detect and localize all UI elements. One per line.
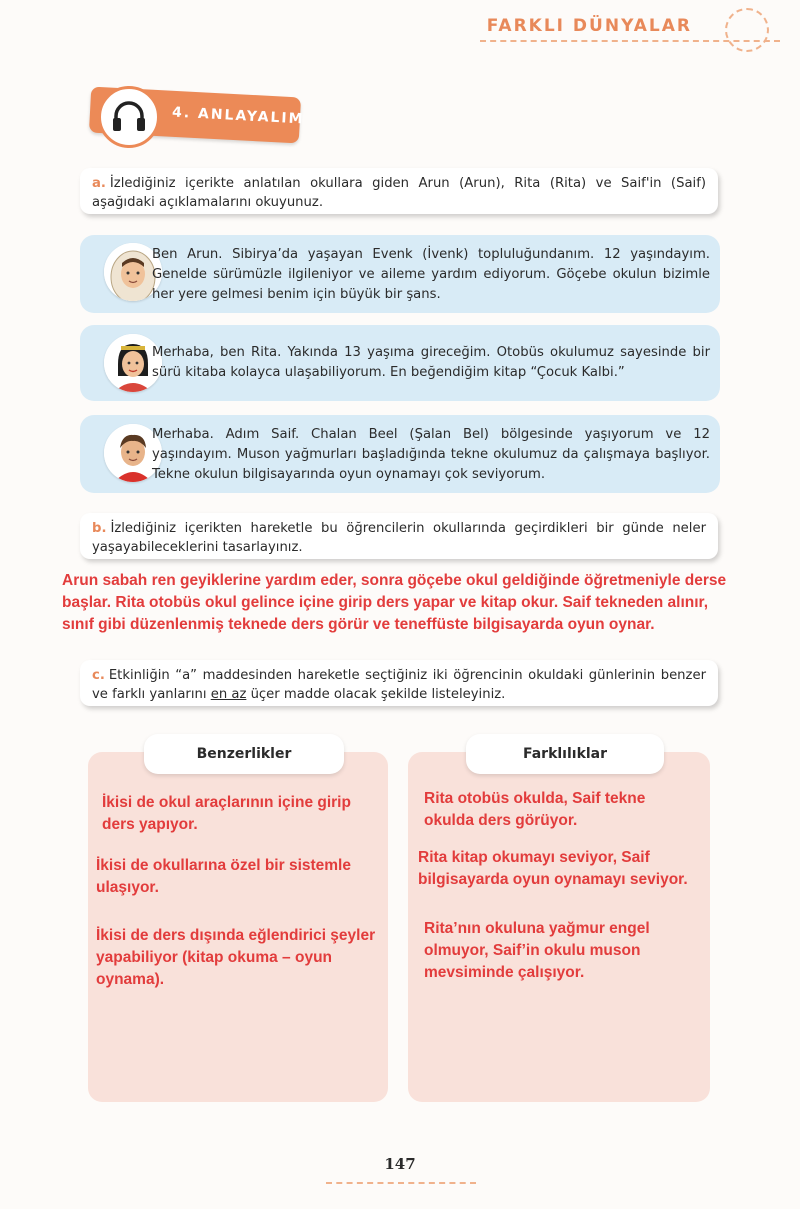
instruction-c-underlined: en az — [210, 687, 247, 702]
arun-text: Ben Arun. Sibirya’da yaşayan Evenk (İvenk) topluluğundanım. 12 yaşındayım. Genelde sürümüzle ilgileniyor ve aileme yardım ediyorum. Göçebe okulun bizimle her yere gelmesi benim için büyük bir şans. — [152, 247, 710, 302]
headphones-icon — [98, 86, 160, 148]
differences-title: Farklılıklar — [466, 734, 664, 774]
saif-text: Merhaba. Adım Saif. Chalan Beel (Şalan Bel) bölgesinde yaşıyorum ve 12 yaşındayım. Muson yağmurları başladığında tekne okulumuz da çalışmaya başlıyor. Tekne okulun bilgisayarında oyun oynamayı çok seviyorum. — [152, 427, 710, 482]
instruction-a — [80, 168, 718, 214]
similarity-item: İkisi de okullarına özel bir sistemle ulaşıyor. — [96, 857, 351, 896]
instruction-a-letter: a. — [92, 176, 106, 191]
answer-b: Arun sabah ren geyiklerine yardım eder, sonra göçebe okul geldiğinde öğretmeniyle derse başlar. Rita otobüs okul gelince içine girip ders yapar ve kitap okur. Saif tekneden alınır, sınıf gibi düzenlenmiş teknede ders görür ve teneffüste bilgisayarda oyun oynar. — [62, 572, 727, 633]
rita-text: Merhaba, ben Rita. Yakında 13 yaşıma gireceğim. Otobüs okulumuz sayesinde bir sürü kitaba kolayca ulaşabiliyorum. En beğendiğim kitap “Çocuk Kalbi.” — [152, 345, 710, 380]
student-card-rita — [80, 325, 720, 401]
chapter-title: FARKLI DÜNYALAR — [486, 16, 692, 36]
section-title: 4. ANLAYALIM — [171, 104, 305, 128]
difference-item: Rita otobüs okulda, Saif tekne okulda ders görüyor. — [424, 790, 646, 829]
instruction-b-text: İzlediğiniz içerikten hareketle bu öğrencilerin okullarında geçirdikleri bir günde neler yaşayabileceklerini tasarlayınız. — [92, 521, 706, 555]
instruction-a-text: İzlediğiniz içerikte anlatılan okullara giden Arun (Arun), Rita (Rita) ve Saif'in (Saif) aşağıdaki açıklamalarını okuyunuz. — [92, 176, 706, 210]
instruction-c-letter: c. — [92, 668, 105, 683]
instruction-c-text-before: Etkinliğin “a” maddesinden hareketle seçtiğiniz iki öğrencinin okuldaki günlerinin benzer ve farklı yanlarını — [92, 668, 706, 702]
similarity-item: İkisi de okul araçlarının içine girip ders yapıyor. — [102, 794, 351, 833]
instruction-c-text-after: üçer madde olacak şekilde listeleyiniz. — [246, 687, 506, 702]
difference-item: Rita kitap okumayı seviyor, Saif bilgisayarda oyun oynamayı seviyor. — [418, 849, 688, 888]
student-card-arun — [80, 235, 720, 313]
student-card-saif — [80, 415, 720, 493]
instruction-b-letter: b. — [92, 521, 107, 536]
similarities-title: Benzerlikler — [144, 734, 344, 774]
instruction-c — [80, 660, 718, 706]
instruction-b — [80, 513, 718, 559]
similarity-item: İkisi de ders dışında eğlendirici şeyler yapabiliyor (kitap okuma – oyun oynama). — [96, 927, 376, 988]
page-number: 147 — [384, 1155, 416, 1173]
footer-dashed-line — [326, 1182, 476, 1184]
difference-item: Rita’nın okuluna yağmur engel olmuyor, Saif’in okulu muson mevsiminde çalışıyor. — [424, 920, 650, 981]
header-curl-decoration — [725, 8, 769, 52]
